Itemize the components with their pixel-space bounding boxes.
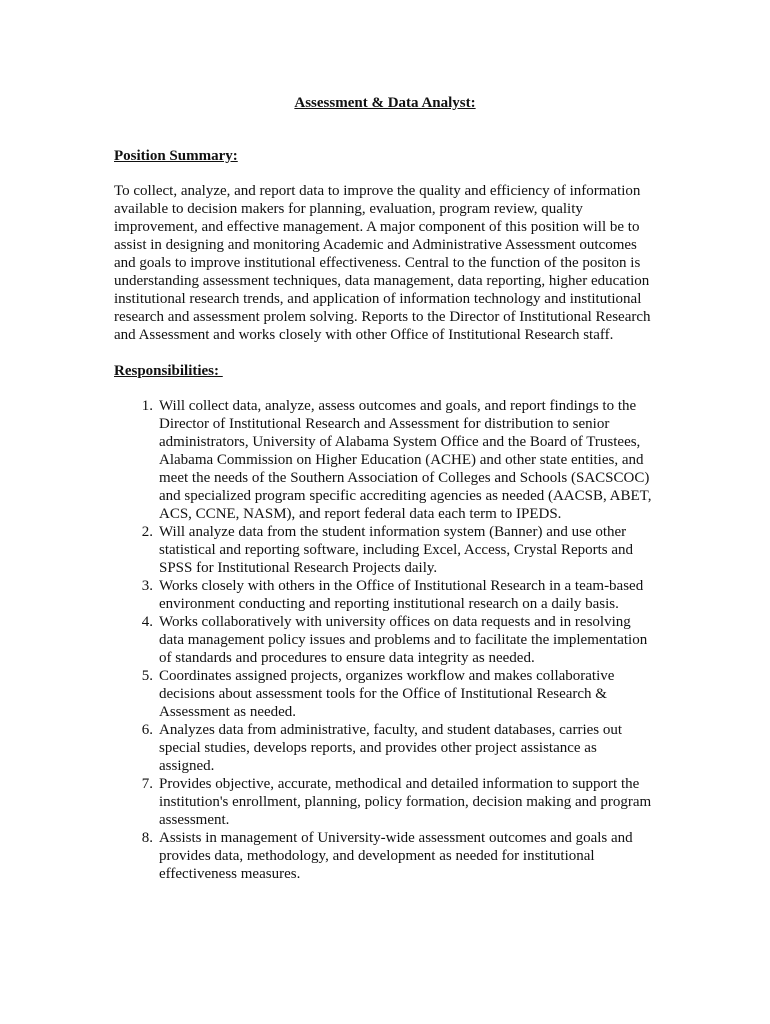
list-item-number: 8.	[141, 830, 153, 846]
list-item-line: administrators, University of Alabama System Office and the Board of Trustees,	[159, 434, 641, 450]
list-item-line: Works closely with others in the Office of Institutional Research in a team-based	[159, 578, 644, 594]
list-item-line: data management policy issues and problems and to facilitate the implementation	[159, 632, 648, 648]
list-item-number: 4.	[141, 614, 153, 630]
list-item-line: institution's enrollment, planning, policy formation, decision making and program	[159, 794, 652, 810]
summary-line: research and assessment prolem solving. Reports to the Director of Institutional Research	[114, 309, 651, 325]
list-item-number: 1.	[141, 398, 153, 414]
list-item	[114, 775, 674, 829]
list-item	[114, 721, 674, 775]
list-item	[114, 613, 674, 667]
list-item-line: Coordinates assigned projects, organizes workflow and makes collaborative	[159, 668, 615, 684]
summary-line: assist in designing and monitoring Academic and Administrative Assessment outcomes	[114, 237, 637, 253]
responsibilities-heading: Responsibilities:	[114, 363, 223, 379]
responsibilities-list	[114, 397, 674, 883]
list-item-line: Works collaboratively with university offices on data requests and in resolving	[159, 614, 631, 630]
list-item-line: statistical and reporting software, including Excel, Access, Crystal Reports and	[159, 542, 634, 558]
list-item-line: Assists in management of University-wide assessment outcomes and goals and	[159, 830, 633, 846]
list-item-line: effectiveness measures.	[159, 866, 301, 882]
list-item-line: Analyzes data from administrative, faculty, and student databases, carries out	[159, 722, 623, 738]
list-item	[114, 577, 674, 613]
summary-line: and goals to improve institutional effectiveness. Central to the function of the positon is	[114, 255, 641, 271]
list-item-line: and specialized program specific accrediting agencies as needed (AACSB, ABET,	[159, 488, 652, 504]
position-summary-heading: Position Summary:	[114, 148, 238, 164]
document-title: Assessment & Data Analyst:	[294, 95, 476, 111]
summary-line: and Assessment and works closely with other Office of Institutional Research staff.	[114, 327, 614, 343]
summary-line: improvement, and effective management. A major component of this position will be to	[114, 219, 640, 235]
list-item-line: Will collect data, analyze, assess outcomes and goals, and report findings to the	[159, 398, 637, 414]
list-item-line: Director of Institutional Research and Assessment for distribution to senior	[159, 416, 610, 432]
summary-line: available to decision makers for planning, evaluation, program review, quality	[114, 201, 583, 217]
list-item-line: meet the needs of the Southern Association of Colleges and Schools (SACSCOC)	[159, 470, 650, 486]
list-item-line: of standards and procedures to ensure data integrity as needed.	[159, 650, 535, 666]
summary-line: To collect, analyze, and report data to improve the quality and efficiency of information	[114, 183, 641, 199]
list-item-line: environment conducting and reporting institutional research on a daily basis.	[159, 596, 619, 612]
list-item-line: Provides objective, accurate, methodical and detailed information to support the	[159, 776, 640, 792]
list-item-line: SPSS for Institutional Research Projects daily.	[159, 560, 438, 576]
list-item-line: Alabama Commission on Higher Education (ACHE) and other state entities, and	[159, 452, 644, 468]
list-item-line: ACS, CCNE, NASM), and report federal data each term to IPEDS.	[159, 506, 562, 522]
summary-line: institutional research trends, and application of information technology and institutional	[114, 291, 642, 307]
list-item-line: special studies, develops reports, and provides other project assistance as	[159, 740, 597, 756]
position-summary-paragraph	[114, 182, 674, 344]
list-item	[114, 667, 674, 721]
list-item	[114, 397, 674, 523]
list-item-number: 6.	[141, 722, 153, 738]
list-item-line: assigned.	[159, 758, 215, 774]
list-item-line: assessment.	[159, 812, 230, 828]
list-item-number: 5.	[141, 668, 153, 684]
list-item-line: Will analyze data from the student information system (Banner) and use other	[159, 524, 627, 540]
list-item-number: 7.	[141, 776, 153, 792]
summary-line: understanding assessment techniques, data management, data reporting, higher education	[114, 273, 650, 289]
list-item-line: Assessment as needed.	[159, 704, 297, 720]
list-item-number: 3.	[141, 578, 153, 594]
list-item-line: provides data, methodology, and development as needed for institutional	[159, 848, 595, 864]
list-item	[114, 829, 674, 883]
list-item-number: 2.	[141, 524, 153, 540]
list-item	[114, 523, 674, 577]
list-item-line: decisions about assessment tools for the Office of Institutional Research &	[159, 686, 607, 702]
